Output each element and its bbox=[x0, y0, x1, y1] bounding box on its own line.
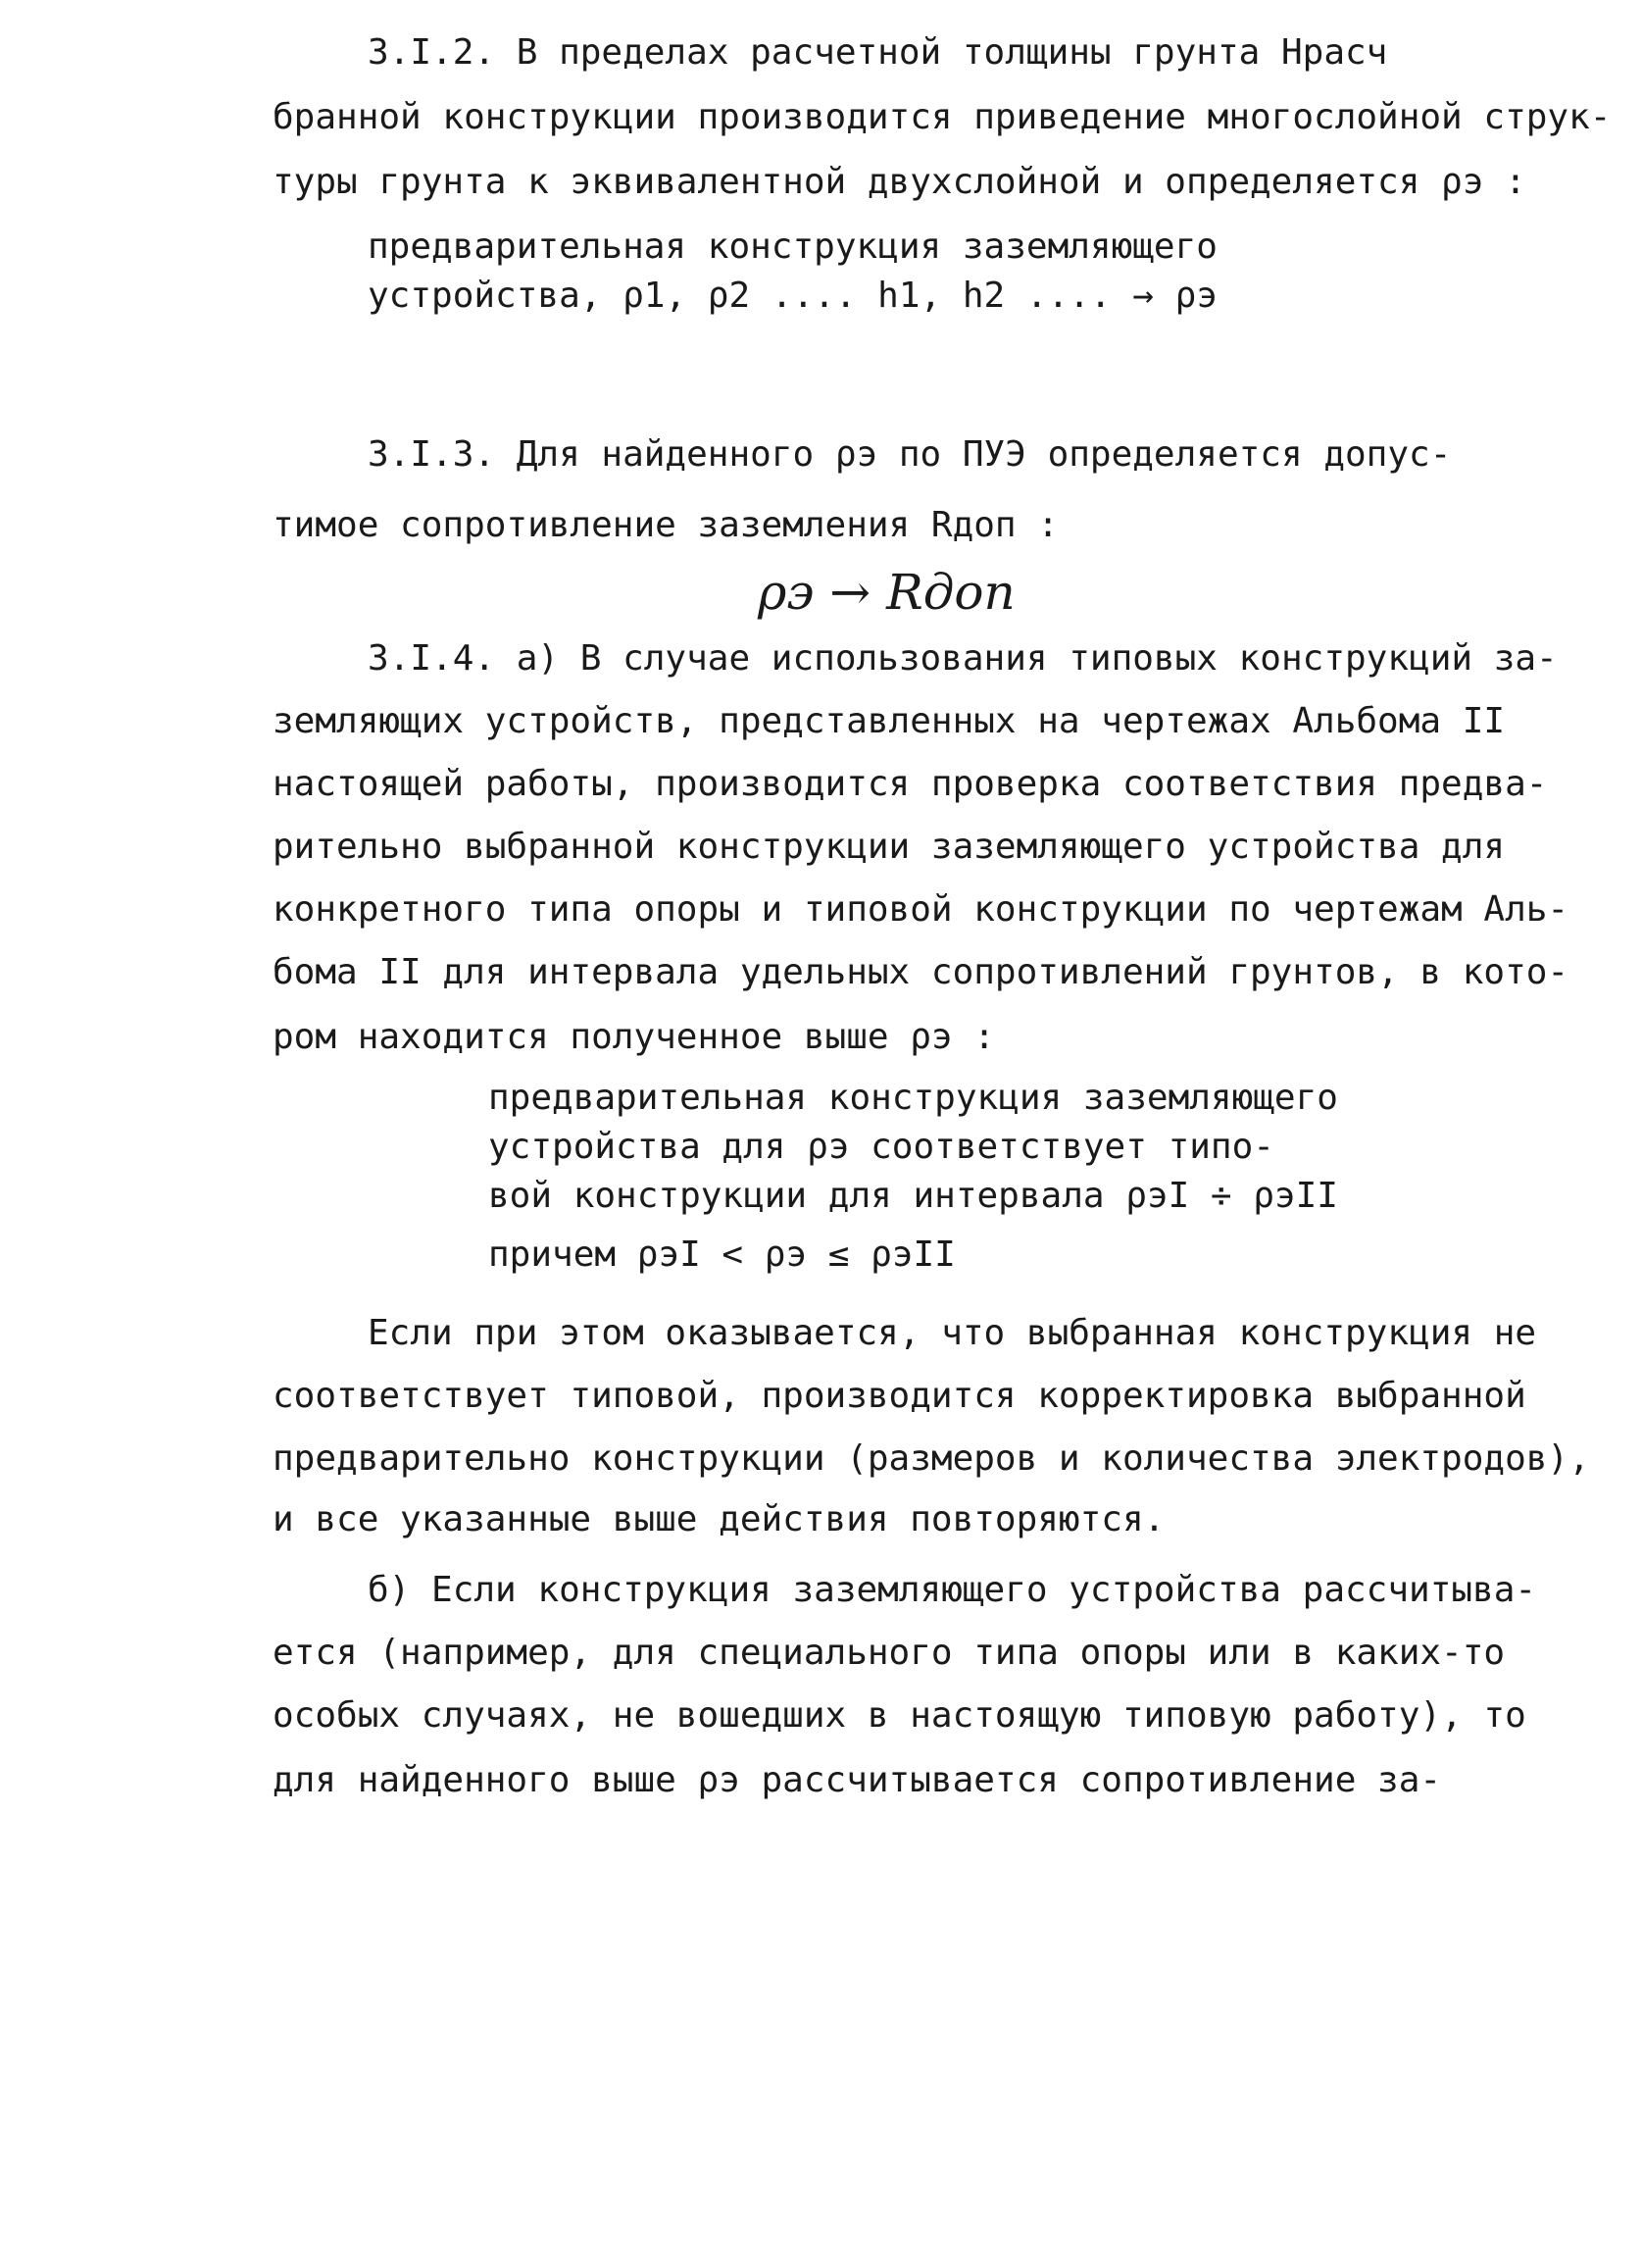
text-line: причем ρэI < ρэ ≤ ρэII bbox=[488, 1235, 956, 1275]
text-line: бранной конструкции производится приведение многослойной струк- bbox=[273, 97, 1612, 137]
equation: ρэ → Rдоп bbox=[758, 564, 1016, 621]
text-line: Если при этом оказывается, что выбранная конструкция не bbox=[368, 1313, 1537, 1353]
text-line: б) Если конструкция заземляющего устройства рассчитыва- bbox=[368, 1570, 1537, 1610]
text-line: 3.I.2. В пределах расчетной толщины грунта Hрасч bbox=[368, 32, 1388, 73]
text-line: предварительная конструкция заземляющего bbox=[368, 227, 1218, 267]
text-line: соответствует типовой, производится корректировка выбранной bbox=[273, 1376, 1526, 1416]
text-line: устройства для ρэ соответствует типо- bbox=[488, 1127, 1274, 1167]
text-line: конкретного типа опоры и типовой конструкции по чертежам Аль- bbox=[273, 889, 1569, 930]
text-line: туры грунта к эквивалентной двухслойной и определяется ρэ : bbox=[273, 162, 1526, 202]
text-line: вой конструкции для интервала ρэI ÷ ρэII bbox=[488, 1176, 1338, 1216]
text-line: земляющих устройств, представленных на чертежах Альбома II bbox=[273, 701, 1506, 741]
text-line: предварительная конструкция заземляющего bbox=[488, 1078, 1338, 1118]
text-line: ется (например, для специального типа опоры или в каких-то bbox=[273, 1633, 1506, 1673]
text-line: особых случаях, не вошедших в настоящую типовую работу), то bbox=[273, 1695, 1526, 1736]
text-line: устройства, ρ1, ρ2 .... h1, h2 .... → ρэ bbox=[368, 276, 1218, 316]
text-line: 3.I.4. а) В случае использования типовых конструкций за- bbox=[368, 638, 1558, 679]
text-line: для найденного выше ρэ рассчитывается сопротивление за- bbox=[273, 1760, 1442, 1800]
text-line: настоящей работы, производится проверка соответствия предва- bbox=[273, 764, 1548, 804]
text-line: предварительно конструкции (размеров и количества электродов), bbox=[273, 1438, 1590, 1479]
text-line: рительно выбранной конструкции заземляющего устройства для bbox=[273, 827, 1506, 867]
text-line: ром находится полученное выше ρэ : bbox=[273, 1017, 995, 1057]
text-line: 3.I.3. Для найденного ρэ по ПУЭ определяется допус- bbox=[368, 434, 1452, 475]
text-line: тимое сопротивление заземления Rдоп : bbox=[273, 505, 1059, 545]
text-line: и все указанные выше действия повторяются. bbox=[273, 1499, 1166, 1539]
text-line: бома II для интервала удельных сопротивлений грунтов, в кото- bbox=[273, 952, 1569, 992]
